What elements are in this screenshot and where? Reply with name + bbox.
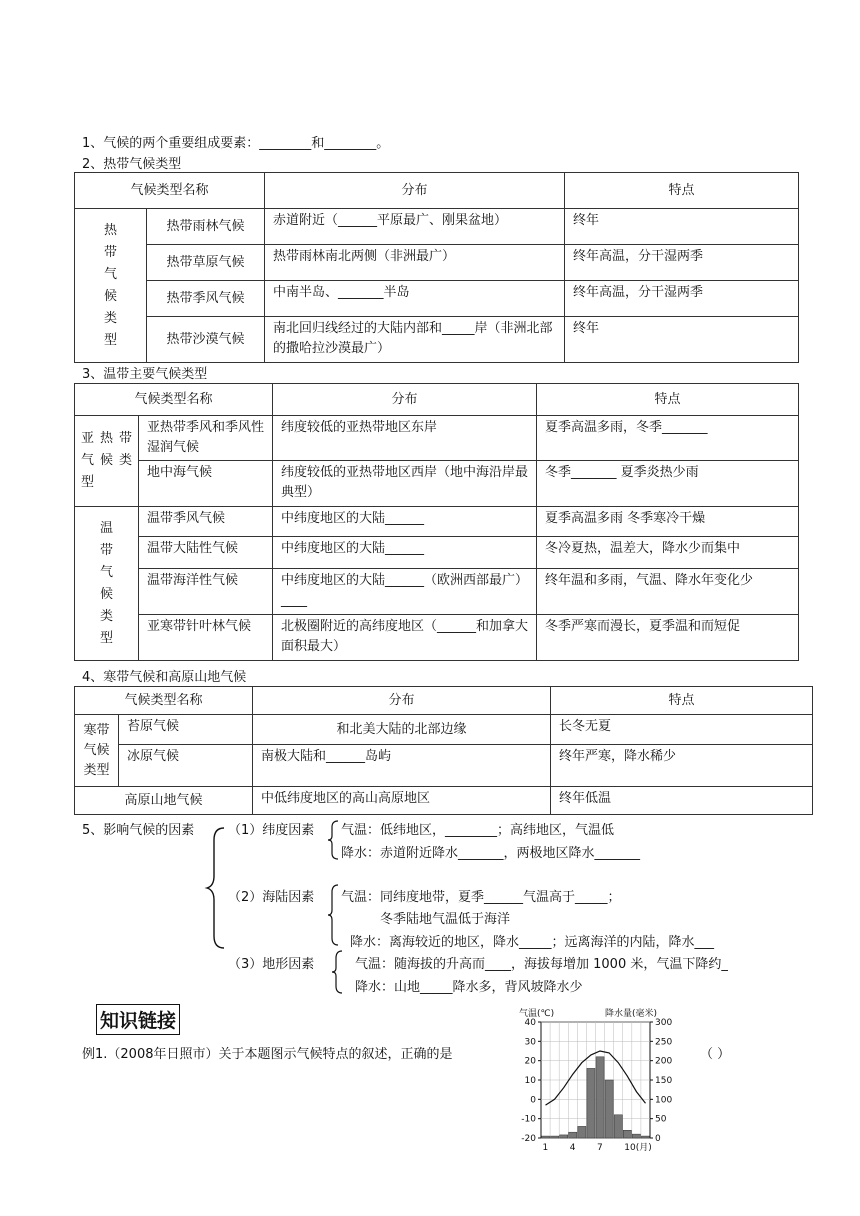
climate-feature: 冬季严寒而漫长，夏季温和而短促 <box>537 615 799 661</box>
header-climate-name: 气候类型名称 <box>75 687 253 715</box>
right-tick-label: 300 <box>655 1018 673 1028</box>
climate-name: 热带沙漠气候 <box>147 317 265 363</box>
header-climate-name: 气候类型名称 <box>75 384 273 416</box>
climate-feature: 终年高温，分干湿两季 <box>565 281 799 317</box>
left-tick-label: -10 <box>521 1114 536 1125</box>
question-5-heading: 5、影响气候的因素 <box>82 823 195 838</box>
header-climate-name: 气候类型名称 <box>75 173 265 209</box>
factor-latitude: （1）纬度因素 <box>228 823 315 838</box>
left-tick-label: 40 <box>524 1018 536 1028</box>
header-distribution: 分布 <box>253 687 551 715</box>
precip-bar <box>578 1126 586 1138</box>
factor-land-sea-precip: 降水：离海较近的地区，降水_____；远离海洋的内陆，降水___ <box>350 935 715 950</box>
factor-land-sea-temp-winter: 冬季陆地气温低于海洋 <box>380 912 511 927</box>
x-tick-label: 4 <box>569 1143 576 1153</box>
left-tick-label: 10 <box>524 1076 536 1086</box>
climate-name: 热带草原气候 <box>147 245 265 281</box>
climate-distribution: 纬度较低的亚热带地区东岸 <box>273 416 537 461</box>
tropical-climate-table <box>74 172 799 363</box>
temperate-climate-table <box>74 383 799 661</box>
precip-bar <box>569 1132 577 1138</box>
climate-distribution: 中纬度地区的大陆______ <box>273 537 537 569</box>
small-brace <box>326 820 340 860</box>
climate-feature: 长冬无夏 <box>551 715 813 745</box>
header-distribution: 分布 <box>265 173 565 209</box>
factor-latitude-temp: 气温：低纬地区，________；高纬地区，气温低 <box>341 823 615 838</box>
climate-name: 热带雨林气候 <box>147 209 265 245</box>
precip-bar <box>560 1135 568 1138</box>
climate-distribution: 中南半岛、_______半岛 <box>265 281 565 317</box>
precip-bar <box>623 1130 631 1138</box>
factor-terrain: （3）地形因素 <box>228 957 315 972</box>
big-brace <box>204 826 228 950</box>
x-tick-label: 1 <box>542 1143 549 1153</box>
climate-distribution: 中纬度地区的大陆______（欧洲西部最广）____ <box>273 569 537 615</box>
cold-group-label: 寒带气候类型 <box>75 715 119 787</box>
climate-feature: 终年低温 <box>551 787 813 815</box>
header-features: 特点 <box>551 687 813 715</box>
answer-parentheses: （ ） <box>700 1047 731 1062</box>
climate-name: 温带海洋性气候 <box>139 569 273 615</box>
climate-name: 高原山地气候 <box>75 787 253 815</box>
right-tick-label: 200 <box>655 1056 673 1067</box>
factor-terrain-precip: 降水：山地_____降水多，背风坡降水少 <box>355 980 583 995</box>
climate-distribution: 热带雨林南北两侧（非洲最广） <box>265 245 565 281</box>
climate-distribution: 中纬度地区的大陆______ <box>273 507 537 537</box>
climate-feature: 夏季高温多雨，冬季_______ <box>537 416 799 461</box>
x-tick-label: 7 <box>597 1143 603 1153</box>
precip-bar <box>632 1134 640 1138</box>
right-tick-label: 150 <box>655 1076 673 1086</box>
factor-terrain-temp: 气温：随海拔的升高而____，海拔每增加 1000 米，气温下降约_ <box>355 957 728 972</box>
climate-name: 温带大陆性气候 <box>139 537 273 569</box>
climate-distribution: 南北回归线经过的大陆内部和_____岸（非洲北部的撒哈拉沙漠最广） <box>265 317 565 363</box>
climate-feature: 终年 <box>565 209 799 245</box>
knowledge-link-heading: 知识链接 <box>96 1004 180 1035</box>
right-tick-label: 0 <box>655 1134 661 1144</box>
precip-bar <box>542 1136 550 1138</box>
left-tick-label: 20 <box>524 1056 536 1067</box>
question-4-heading: 4、寒带气候和高原山地气候 <box>82 670 247 685</box>
example-question: 例1.（2008年日照市）关于本题图示气候特点的叙述，正确的是 <box>82 1047 453 1062</box>
climate-feature: 终年 <box>565 317 799 363</box>
tropical-group-label: 热 带 气 候 类 型 <box>75 209 147 363</box>
subtropical-group-label: 亚 热 带 气 候 类 型 <box>75 416 139 507</box>
left-axis-label: 气温(℃) <box>519 1009 555 1019</box>
question-3-heading: 3、温带主要气候类型 <box>82 367 208 382</box>
header-features: 特点 <box>537 384 799 416</box>
left-tick-label: 30 <box>524 1037 536 1048</box>
climate-name: 亚热带季风和季风性湿润气候 <box>139 416 273 461</box>
x-tick-label: 10(月) <box>624 1143 652 1153</box>
right-tick-label: 50 <box>655 1114 667 1125</box>
climate-chart <box>505 1004 675 1154</box>
right-tick-label: 100 <box>655 1095 673 1106</box>
climate-feature: 终年高温，分干湿两季 <box>565 245 799 281</box>
temperate-group-label: 温 带 气 候 类 型 <box>75 507 139 661</box>
climate-distribution: 和北美大陆的北部边缘 <box>253 715 551 745</box>
climate-name: 地中海气候 <box>139 461 273 507</box>
precip-bar <box>605 1080 613 1138</box>
right-tick-label: 250 <box>655 1037 673 1048</box>
header-distribution: 分布 <box>273 384 537 416</box>
climate-distribution: 南极大陆和______岛屿 <box>253 745 551 787</box>
climate-distribution: 中低纬度地区的高山高原地区 <box>253 787 551 815</box>
precip-bar <box>641 1136 649 1138</box>
right-axis-label: 降水量(毫米) <box>605 1009 658 1019</box>
cold-highland-climate-table <box>74 686 813 815</box>
climate-distribution: 北极圈附近的高纬度地区（______和加拿大面积最大） <box>273 615 537 661</box>
climate-name: 冰原气候 <box>119 745 253 787</box>
climate-feature: 终年温和多雨，气温、降水年变化少 <box>537 569 799 615</box>
question-2-heading: 2、热带气候类型 <box>82 157 182 172</box>
climate-name: 温带季风气候 <box>139 507 273 537</box>
factor-land-sea: （2）海陆因素 <box>228 890 315 905</box>
precip-bar <box>614 1115 622 1138</box>
climate-name: 亚寒带针叶林气候 <box>139 615 273 661</box>
climate-name: 苔原气候 <box>119 715 253 745</box>
precip-bar <box>551 1136 559 1138</box>
factor-land-sea-temp: 气温：同纬度地带，夏季______气温高于_____； <box>341 890 621 905</box>
precip-bar <box>587 1068 595 1138</box>
question-1: 1、气候的两个重要组成要素：________和________。 <box>82 136 390 151</box>
climate-distribution: 纬度较低的亚热带地区西岸（地中海沿岸最典型） <box>273 461 537 507</box>
climate-feature: 夏季高温多雨 冬季寒冷干燥 <box>537 507 799 537</box>
climate-feature: 冬冷夏热，温差大，降水少而集中 <box>537 537 799 569</box>
climate-name: 热带季风气候 <box>147 281 265 317</box>
climate-distribution: 赤道附近（______平原最广、刚果盆地） <box>265 209 565 245</box>
climate-feature: 终年严寒，降水稀少 <box>551 745 813 787</box>
factor-latitude-precip: 降水：赤道附近降水_______，两极地区降水_______ <box>341 846 641 861</box>
small-brace <box>330 950 344 994</box>
precip-bar <box>596 1057 604 1138</box>
left-tick-label: 0 <box>530 1095 536 1106</box>
header-features: 特点 <box>565 173 799 209</box>
small-brace <box>326 884 340 946</box>
climate-feature: 冬季_______ 夏季炎热少雨 <box>537 461 799 507</box>
left-tick-label: -20 <box>521 1134 536 1144</box>
